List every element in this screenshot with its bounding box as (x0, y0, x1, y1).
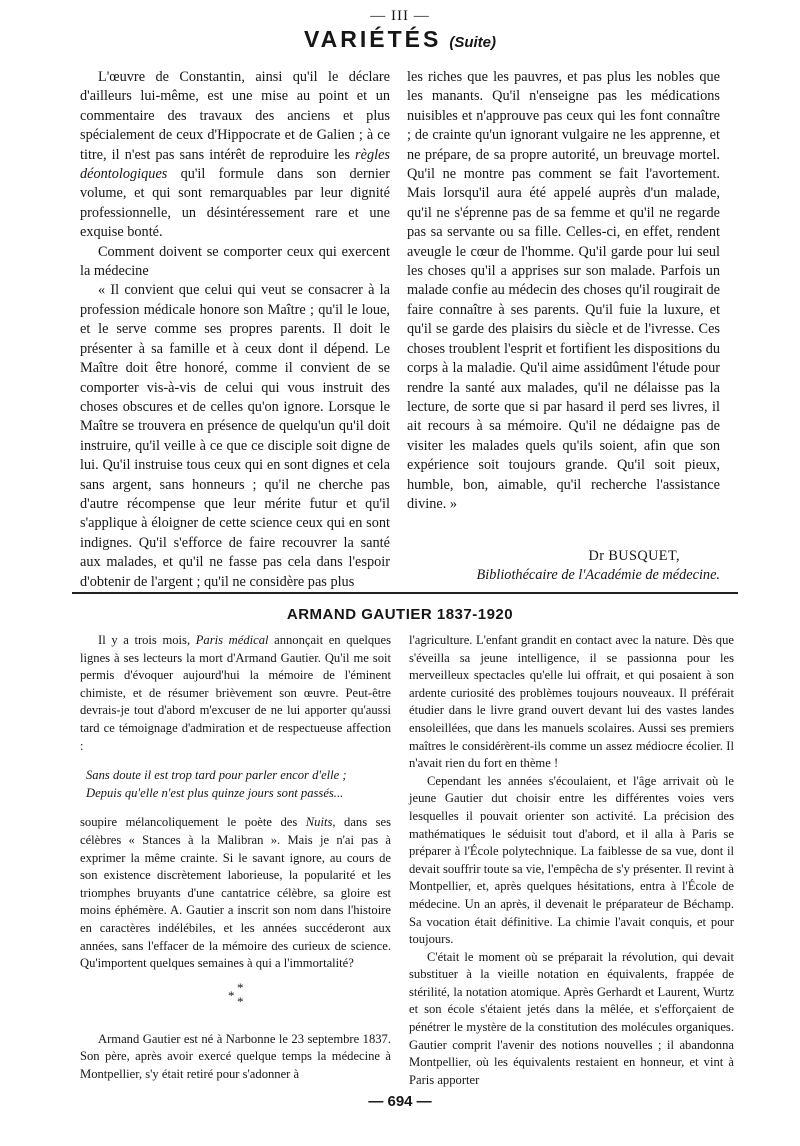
verse-line: Sans doute il est trop tard pour parler encor d'elle ; (86, 768, 347, 783)
signature-block (407, 547, 720, 586)
top-article-left-column (80, 68, 390, 592)
paragraph-revolution: C'était le moment où se préparait la révolution, qui devait substituer à la vieille notation en équivalents, frappée de stérilité, la notation atomique. Après Gerhardt et Laurent, Wurtz et son école s'étaient jetés dans la mêlée, et s'efforçaient de pénétrer le mystère de la constitution des molécules organiques. Gautier comprit l'avenir des notions nouvelles ; il abandonna Montpellier, où les équivalents restaient en honneur, et vint à Paris apporter (409, 949, 734, 1087)
paragraph-quote-continued: les riches que les pauvres, et pas plus les nobles que les manants. Qu'il n'enseigne pas les médications nuisibles et n'approuve pas ceux qui les font connaître ; de crainte qu'un ignorant vulgaire ne les apprenne, et ne prépare, de sa propre autorité, un breuvage mortel. Qu'il ne montre pas comment se fait l'avortement. Mais lorsqu'il aura été appelé auprès d'un malade, qu'il ne s'éprenne pas de sa femme et qu'il ne regarde pas sa servante ou sa fille. Celles-ci, en effet, rendent aveugle le cœur de l'homme. Qu'il garde pour lui seul les choses qu'il a apprises sur son malade. Parfois un malade confie au médecin des choses qu'il rougirait de faire connaître à ses parents. Qu'il fuie la luxure, et qu'il se garde des plaisirs du siècle et de l'ivresse. Ces choses troublent l'esprit et fortifient les dispositions du corps à la maladie. Qu'il aime assidûment l'étude pour rendre la santé aux malades, qu'il ne délaisse pas la lecture, de sorte que si par hasard il perd ses livres, il ait recours à sa mémoire. Qu'il ne dédaigne pas de visiter les malades quels qu'ils soient, afin que son expérience soit toujours grande. Qu'il soit pieux, humble, bon, aimable, qu'il recherche l'assistance divine. » (407, 69, 720, 512)
asterism-separator (80, 979, 391, 1027)
roman-page-number: — III — (370, 8, 430, 24)
text-span: soupire mélancoliquement le poète des (80, 815, 298, 830)
emphasis-text: règles déontologiques (80, 146, 390, 183)
text-span: Il y a trois mois, (98, 633, 191, 647)
signature-name: Dr BUSQUET, (588, 548, 680, 564)
text-span: qu'il formule dans son dernier volume, et qui sont remarquables par leur dignité professionnelle, un désintéressement rare et une exquise bonté. (80, 166, 390, 241)
paragraph-birth: Armand Gautier est né à Narbonne le 23 septembre 1837. Son père, après avoir exercé quelque temps la médecine à Montpellier, s'y était retiré pour s'adonner à (80, 1031, 391, 1081)
page-number: — 694 — (368, 1093, 432, 1110)
article-title: ARMAND GAUTIER 1837-1920 (286, 606, 514, 623)
second-article-left-column (80, 632, 391, 1083)
journal-title: Paris médical (195, 633, 269, 647)
verse-line: Depuis qu'elle n'est plus quinze jours sont passés... (86, 785, 344, 800)
verse-quote (80, 767, 391, 802)
signature-title: Bibliothécaire de l'Académie de médecine. (476, 567, 720, 584)
text-span: dans ses célèbres « Stances à la Malibran ». Mais je n'ai pas à exprimer la même crainte. Si le savant ignore, au cours de son existence discrètement laborieuse, la popularité et les triomphes bruyants d'une cantatrice célèbre, sa gloire est moins éphémère. A. Gautier a inscrit son nom dans l'histoire en caractères indélébiles, et les années succéderont aux années, sans l'effacer de la mémoire des curieux de science. Qu'importent quelques semaines à qui a l'immortalité? (80, 815, 392, 971)
section-title: VARIÉTÉS (304, 26, 442, 52)
asterism-star: * (237, 993, 244, 1009)
second-article-right-column (409, 632, 734, 1089)
asterism-star: * (228, 987, 235, 1003)
paragraph-heading: Comment doivent se comporter ceux qui exercent la médecine (80, 243, 390, 280)
article-divider (72, 592, 738, 594)
paragraph-poet (80, 814, 391, 972)
top-article-right-column (407, 68, 720, 514)
paragraph-quote: « Il convient que celui qui veut se consacrer à la profession médicale honore son Maître ; qu'il le loue, et le serve comme ses propres parents. Il doit le présenter à sa famille et à ceux dont il dépend. Le Maître doit être honoré, comme il convient de se comporter vis-à-vis de celui qui vous instruit des choses obscures et de celles qu'on ignore. Lorsque le Maître se trouvera en présence de quelqu'un qu'il doit instruire, qu'il veille à ce que ce disciple soit digne de lui. Qu'il instruise tous ceux qui en sont dignes et cela sans argent, sans honneurs ; qu'il ne cherche pas d'autre récompense que leur mérite futur et qu'il s'applique à éloigner de cette science ceux qui en sont indignes. Qu'il s'efforce de faire recouvrer la santé aux malades, et qu'il ne fasse pas cela dans l'espoir d'obtenir de l'argent ; qu'il ne considère pas plus (80, 282, 390, 590)
text-span: L'œuvre de Constantin, ainsi qu'il le déclare d'ailleurs lui-même, est une mise au point et un commentaire des travaux des anciens et plus spécialement de ceux d'Hippocrate et de Galien ; à ce titre, il n'est pas sans intérêt de reproduire les (80, 69, 390, 163)
text-span: annonçait en quelques lignes à ses lecteurs la mort d'Armand Gautier. Qu'il me soit permis d'évoquer aujourd'hui la mémoire de l'éminent chimiste, et de résumer brièvement son œuvre. Peut-être devrais-je tout d'abord m'excuser de ne lui apporter qu'aussi tard ce témoignage d'admiration et de respectueuse affection : (80, 633, 391, 753)
paragraph-intro (80, 632, 391, 755)
section-heading (0, 26, 800, 53)
section-suffix: (Suite) (449, 34, 496, 51)
asterism-star: * (237, 979, 244, 995)
paragraph-intro (80, 68, 390, 243)
paragraph-studies: Cependant les années s'écoulaient, et l'âge arrivait où le jeune Gautier dut choisir entre les différentes voies vers lesquelles il pouvait orienter son activité. La précision des mathématiques le séduisit tout d'abord, et il alla à Paris se préparer à l'École polytechnique. La faiblesse de sa vue, dont il devait souffrir toute sa vie, l'empêcha de s'y présenter. Il revint à Montpellier, et, après quelques hésitations, entra à l'École de médecine. Un an après, il devenait le préparateur de Béchamp. Sa vocation était définitive. La chimie l'avait conquis, et pour toujours. (409, 773, 734, 947)
paragraph-childhood: l'agriculture. L'enfant grandit en contact avec la nature. Dès que s'éveilla sa jeune intelligence, il se passionna pour les merveilleux spectacles qu'elle lui offrait, et qui posaient à son ardente curiosité des problèmes toujours nouveaux. Il préférait étudier dans le livre grand ouvert devant lui des vastes landes ensoleillées, que dans les manuels scolaires. Aussi ses premiers maîtres le considérèrent-ils comme un assez médiocre écolier. Il n'avait rien du fort en thème ! (409, 633, 734, 771)
poem-title: Nuits, (305, 815, 336, 830)
